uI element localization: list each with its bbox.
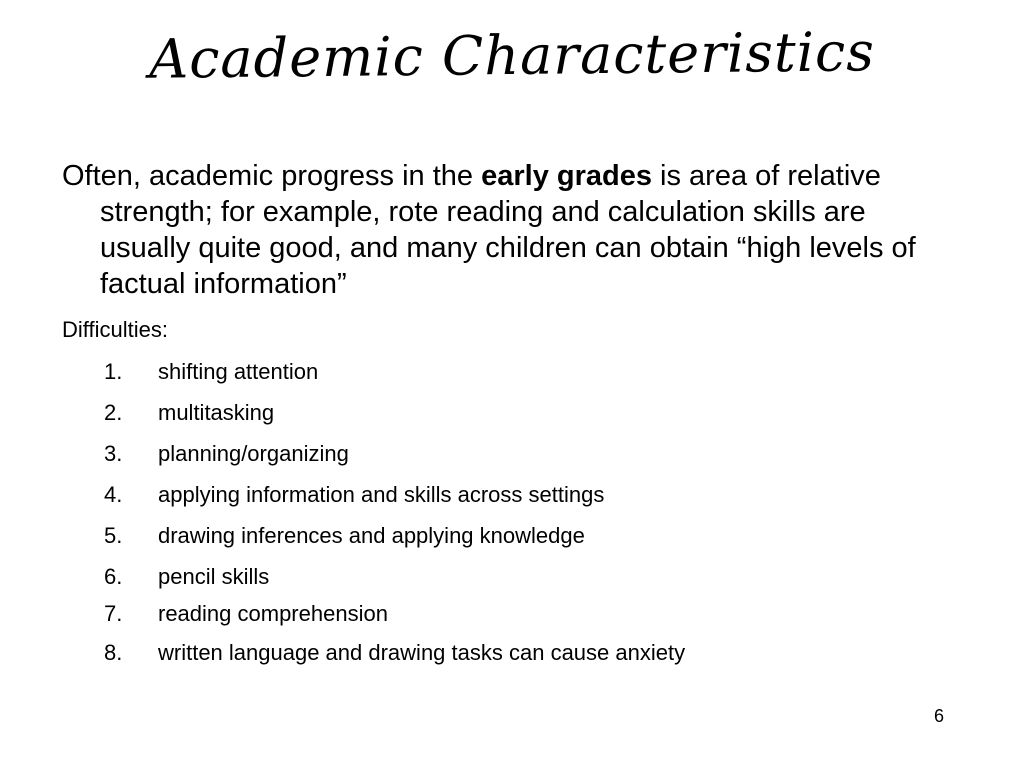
list-item-text: multitasking <box>158 400 275 425</box>
list-item <box>104 357 904 387</box>
list-item-text: reading comprehension <box>158 601 388 626</box>
list-item <box>104 638 904 668</box>
intro-text-before: Often, academic progress in the <box>62 160 482 192</box>
list-item-number: 6. <box>104 564 123 589</box>
list-item-text: pencil skills <box>158 564 270 589</box>
list-item-text: written language and drawing tasks can cause anxiety <box>158 640 686 665</box>
list-item <box>104 521 904 551</box>
list-item <box>104 439 904 469</box>
list-item-number: 8. <box>104 640 123 665</box>
slide-title: Academic Characteristics <box>148 20 876 91</box>
list-item-text: drawing inferences and applying knowledge <box>158 523 585 548</box>
list-item-number: 5. <box>104 523 123 548</box>
list-item-text: applying information and skills across settings <box>158 482 605 507</box>
list-item <box>104 480 904 510</box>
list-item-number: 7. <box>104 601 123 626</box>
intro-text-bold: early grades <box>481 160 652 192</box>
list-item <box>104 398 904 428</box>
intro-text-after: is area of relative strength; for example, rote reading and calculation skills are usually quite good, and many children can obtain “high levels of factual information” <box>100 160 916 300</box>
list-item-number: 1. <box>104 359 123 384</box>
list-item-text: shifting attention <box>158 359 319 384</box>
list-item-number: 3. <box>104 441 123 466</box>
list-item-number: 2. <box>104 400 123 425</box>
list-item <box>104 562 904 592</box>
list-item-number: 4. <box>104 482 123 507</box>
intro-paragraph <box>62 158 960 302</box>
page-number: 6 <box>933 706 944 726</box>
list-item <box>104 599 904 629</box>
difficulties-heading: Difficulties: <box>62 317 168 342</box>
list-item-text: planning/organizing <box>158 441 349 466</box>
